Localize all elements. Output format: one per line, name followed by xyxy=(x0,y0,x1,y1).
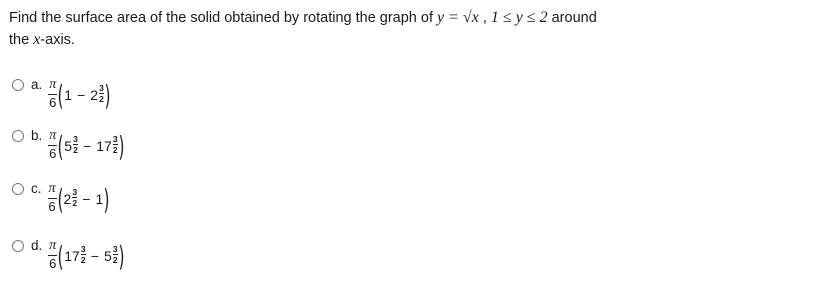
question-text xyxy=(9,7,809,51)
term-1: 5 $\frac{3}{2}$ − 17 $\frac{3}{2}$ xyxy=(64,133,118,155)
right-paren: ) xyxy=(118,240,125,273)
option-c-expression xyxy=(48,180,111,220)
option-b-expression xyxy=(48,127,124,167)
exponent-three-halves: $\frac{3}{2}$ xyxy=(80,243,86,265)
right-paren: ) xyxy=(103,183,110,216)
term-1: 17 $\frac{3}{2}$ − 5 $\frac{3}{2}$ xyxy=(64,243,118,265)
exponent-three-halves: $\frac{3}{2}$ xyxy=(112,133,118,155)
right-paren: ) xyxy=(104,79,111,112)
radio-button-b[interactable] xyxy=(12,130,24,142)
option-letter-d: d. xyxy=(31,238,43,253)
option-a[interactable] xyxy=(12,76,111,116)
option-letter-b: b. xyxy=(31,128,43,143)
axis-variable: x xyxy=(33,31,41,48)
exponent-three-halves: $\frac{3}{2}$ xyxy=(72,186,78,208)
radio-button-c[interactable] xyxy=(12,183,24,195)
question-line2-prefix: the xyxy=(9,32,34,48)
option-c[interactable] xyxy=(12,180,110,220)
option-a-expression xyxy=(48,76,111,116)
function-expression: y = √x xyxy=(437,9,479,26)
question-prefix: Find the surface area of the solid obtained by rotating the graph of xyxy=(9,10,438,26)
question-line2-suffix: -axis. xyxy=(40,32,75,48)
exponent-three-halves: $\frac{3}{2}$ xyxy=(112,243,118,265)
term-1: 2 $\frac{3}{2}$ − 1 xyxy=(63,186,104,208)
option-d-expression xyxy=(48,237,124,277)
left-paren: ( xyxy=(57,79,64,112)
radio-button-d[interactable] xyxy=(12,240,24,252)
right-paren: ) xyxy=(118,130,125,163)
option-letter-c: c. xyxy=(31,181,42,196)
term-1: 1 − 2 $\frac{3}{2}$ xyxy=(64,82,104,104)
pi-over-six-fraction: $\frac{\pi}{6}$ xyxy=(49,76,57,110)
left-paren: ( xyxy=(57,130,64,163)
exponent-three-halves: $\frac{3}{2}$ xyxy=(73,133,78,155)
interval-expression: 1 ≤ y ≤ 2 xyxy=(490,9,548,26)
left-paren: ( xyxy=(57,240,64,273)
question-separator: , xyxy=(478,10,491,26)
left-paren: ( xyxy=(56,183,63,216)
option-d[interactable] xyxy=(12,237,125,277)
question-suffix: around xyxy=(547,10,597,26)
pi-over-six-fraction: $\frac{\pi}{6}$ xyxy=(48,180,56,214)
exponent-three-halves: $\frac{3}{2}$ xyxy=(99,82,104,104)
pi-over-six-fraction: $\frac{\pi}{6}$ xyxy=(49,237,57,271)
radio-button-a[interactable] xyxy=(12,79,24,91)
option-b[interactable] xyxy=(12,127,125,167)
pi-over-six-fraction: $\frac{\pi}{6}$ xyxy=(49,127,57,161)
option-letter-a: a. xyxy=(31,77,43,92)
